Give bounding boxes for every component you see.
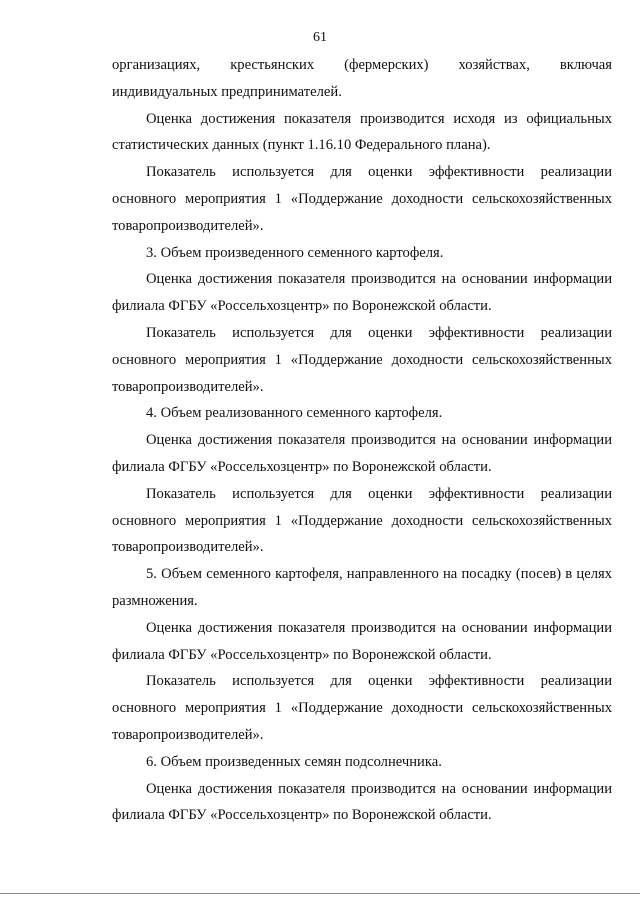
paragraph-assessment: Оценка достижения показателя производится на основании информации филиала ФГБУ «Россельхозцентр» по Воронежской области.: [112, 780, 612, 824]
paragraph-usage: Показатель используется для оценки эффективности реализации основного мероприятия 1 «Поддержание доходности сельскохозяйственных товаропроизводителей».: [112, 164, 612, 234]
paragraph-usage: Показатель используется для оценки эффективности реализации основного мероприятия 1 «Поддержание доходности сельскохозяйственных товаропроизводителей».: [112, 324, 612, 395]
paragraph-usage: Показатель используется для оценки эффективности реализации основного мероприятия 1 «Поддержание доходности сельскохозяйственных товаропроизводителей».: [112, 673, 612, 743]
paragraph-assessment-statistics: Оценка достижения показателя производится исходя из официальных статистических данных (пункт 1.16.10 Федерального плана).: [112, 110, 612, 154]
document-body: [112, 52, 612, 829]
paragraph-assessment: Оценка достижения показателя производится на основании информации филиала ФГБУ «Россельхозцентр» по Воронежской области.: [112, 271, 612, 315]
heading-item-4: 4. Объем реализованного семенного картофеля.: [146, 405, 443, 422]
bottom-divider: [0, 893, 640, 894]
heading-item-5: 5. Объем семенного картофеля, направленного на посадку (посев) в целях размножения.: [112, 566, 612, 609]
paragraph-usage: Показатель используется для оценки эффективности реализации основного мероприятия 1 «Поддержание доходности сельскохозяйственных товаропроизводителей».: [112, 485, 612, 556]
page-number: 61: [313, 30, 327, 45]
paragraph-assessment: Оценка достижения показателя производится на основании информации филиала ФГБУ «Россельхозцентр» по Воронежской области.: [112, 432, 612, 475]
heading-item-6: 6. Объем произведенных семян подсолнечника.: [146, 753, 442, 770]
paragraph-assessment: Оценка достижения показателя производится на основании информации филиала ФГБУ «Россельхозцентр» по Воронежской области.: [112, 619, 612, 663]
paragraph-continuation: организациях, крестьянских (фермерских) хозяйствах, включая индивидуальных предпринимателей.: [112, 57, 612, 100]
heading-item-3: 3. Объем произведенного семенного картофеля.: [146, 244, 444, 261]
